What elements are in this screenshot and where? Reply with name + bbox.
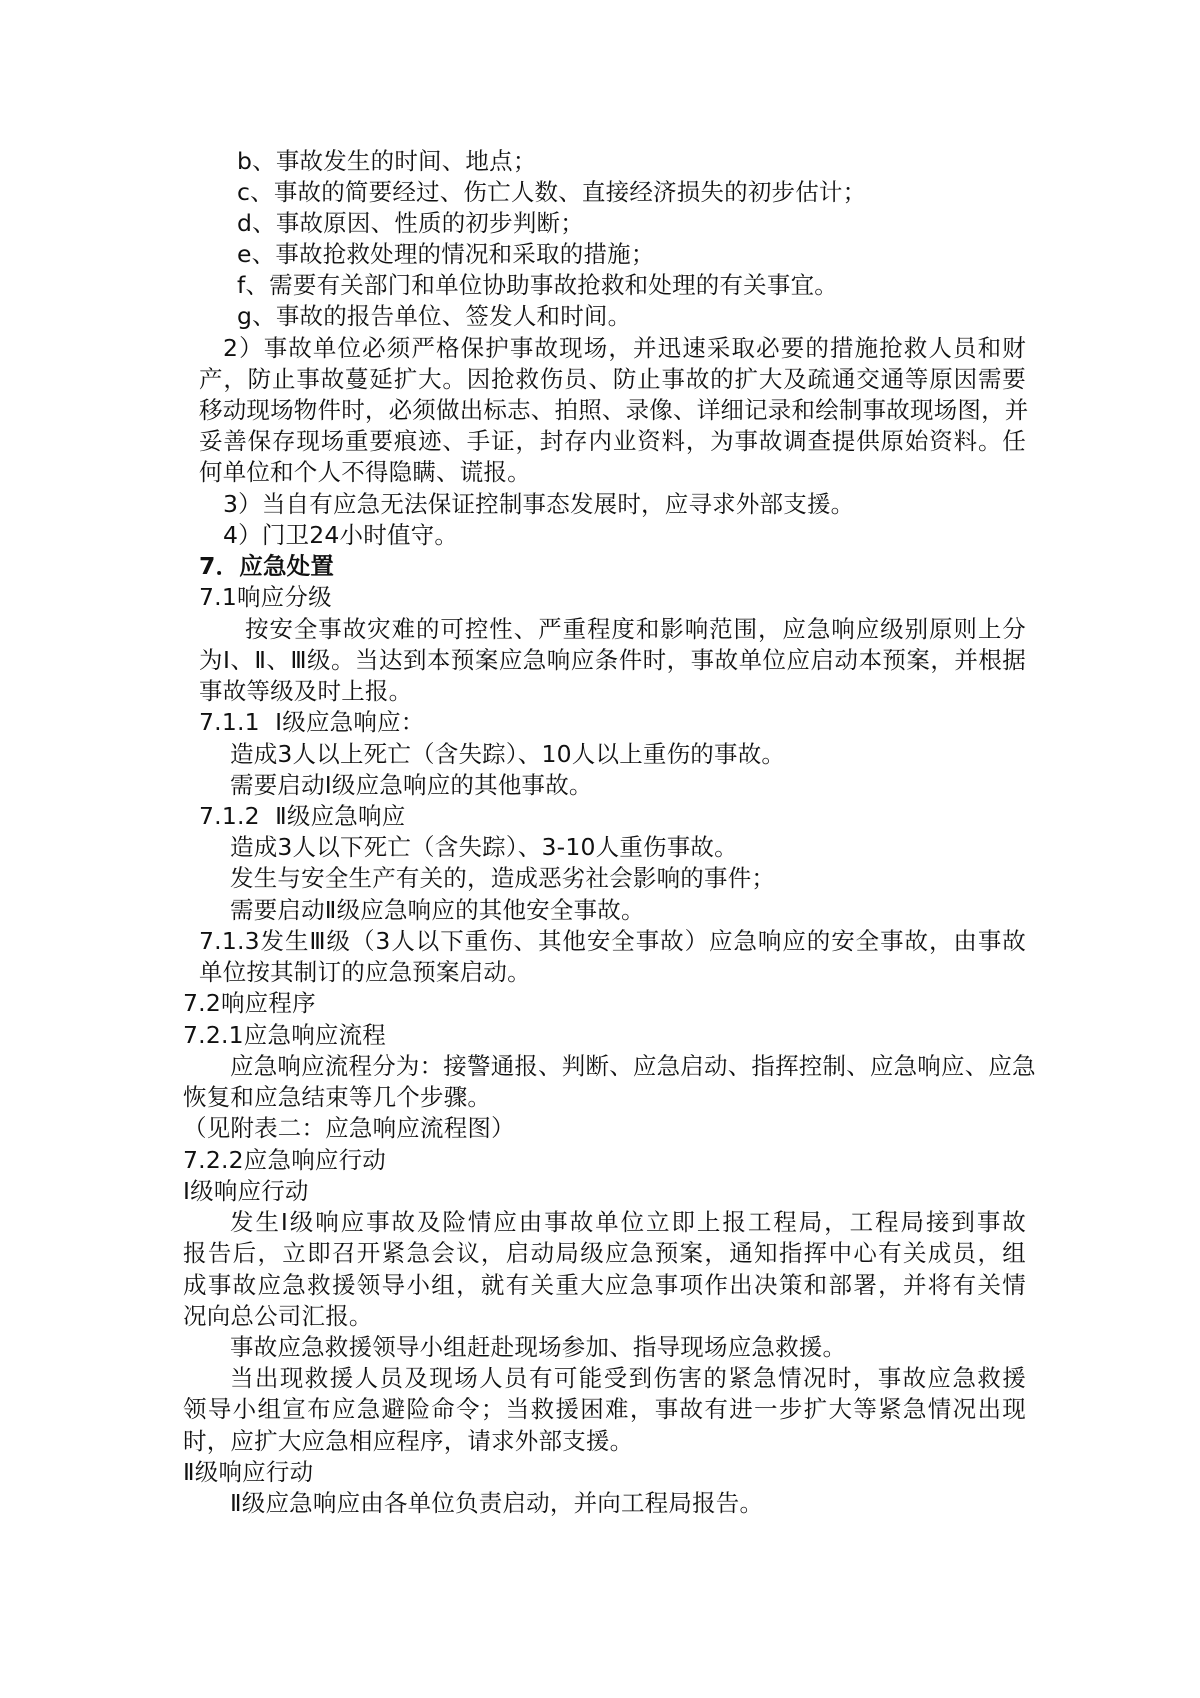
text-line: 应急响应流程分为：接警通报、判断、应急启动、指挥控制、应急响应、应急 <box>230 1052 1036 1080</box>
text-line: 发生与安全生产有关的，造成恶劣社会影响的事件； <box>230 864 776 892</box>
text-line: 造成3人以下死亡（含失踪）、3-10人重伤事故。 <box>230 833 738 861</box>
text-line: （见附表二：应急响应流程图） <box>183 1114 515 1142</box>
text-line: 恢复和应急结束等几个步骤。 <box>183 1083 492 1111</box>
subsection-heading: 7.2.2应急响应行动 <box>183 1146 386 1174</box>
subsection-heading: 7.1响应分级 <box>199 583 332 611</box>
section-heading: 7．应急处置 <box>199 552 335 580</box>
text-line: 当出现救援人员及现场人员有可能受到伤害的紧急情况时，事故应急救援 <box>230 1364 1026 1392</box>
text-line: 3）当自有应急无法保证控制事态发展时，应寻求外部支援。 <box>223 490 855 518</box>
text-line: 4）门卫24小时值守。 <box>223 521 459 549</box>
subsection-heading: 7.1.1 Ⅰ级应急响应： <box>199 708 425 736</box>
subsection-heading: 7.2响应程序 <box>183 989 316 1017</box>
subsection-heading: Ⅰ级响应行动 <box>183 1177 309 1205</box>
text-line: f、需要有关部门和单位协助事故抢救和处理的有关事宜。 <box>237 271 838 299</box>
text-line: d、事故原因、性质的初步判断； <box>237 209 584 237</box>
text-line: 移动现场物件时，必须做出标志、拍照、录像、详细记录和绘制事故现场图，并 <box>199 396 1029 424</box>
text-line: 事故应急救援领导小组赶赴现场参加、指导现场应急救援。 <box>230 1333 847 1361</box>
text-line: 报告后，立即召开紧急会议，启动局级应急预案，通知指挥中心有关成员，组 <box>183 1239 1026 1267</box>
text-line: b、事故发生的时间、地点； <box>237 147 537 175</box>
text-line: g、事故的报告单位、签发人和时间。 <box>237 302 632 330</box>
text-line: e、事故抢救处理的情况和采取的措施； <box>237 240 655 268</box>
text-line: 单位按其制订的应急预案启动。 <box>199 958 531 986</box>
text-line: 事故等级及时上报。 <box>199 677 413 705</box>
subsection-heading: 7.1.2 Ⅱ级应急响应 <box>199 802 406 830</box>
text-line: 造成3人以上死亡（含失踪）、10人以上重伤的事故。 <box>230 740 786 768</box>
text-line: 领导小组宣布应急避险命令；当救援困难，事故有进一步扩大等紧急情况出现 <box>183 1395 1026 1423</box>
text-line: 时，应扩大应急相应程序，请求外部支援。 <box>183 1427 634 1455</box>
text-line: 成事故应急救援领导小组，就有关重大应急事项作出决策和部署，并将有关情 <box>183 1271 1026 1299</box>
text-line: Ⅱ级应急响应由各单位负责启动，并向工程局报告。 <box>230 1489 764 1517</box>
text-line: 发生Ⅰ级响应事故及险情应由事故单位立即上报工程局，工程局接到事故 <box>230 1208 1026 1236</box>
text-line: 按安全事故灾难的可控性、严重程度和影响范围，应急响应级别原则上分 <box>245 615 1026 643</box>
text-line: 况向总公司汇报。 <box>183 1302 373 1330</box>
text-line: 何单位和个人不得隐瞒、谎报。 <box>199 458 531 486</box>
text-line: 为Ⅰ、Ⅱ、Ⅲ级。当达到本预案应急响应条件时，事故单位应启动本预案，并根据 <box>199 646 1026 674</box>
text-line: 需要启动Ⅱ级应急响应的其他安全事故。 <box>230 896 645 924</box>
text-line: 妥善保存现场重要痕迹、手证，封存内业资料，为事故调查提供原始资料。任 <box>199 427 1026 455</box>
subsection-heading: Ⅱ级响应行动 <box>183 1458 314 1486</box>
text-line: 产，防止事故蔓延扩大。因抢救伤员、防止事故的扩大及疏通交通等原因需要 <box>199 365 1026 393</box>
text-line: c、事故的简要经过、伤亡人数、直接经济损失的初步估计； <box>237 178 867 206</box>
subsection-heading: 7.2.1应急响应流程 <box>183 1021 386 1049</box>
text-line: 需要启动Ⅰ级应急响应的其他事故。 <box>230 771 593 799</box>
text-line: 2）事故单位必须严格保护事故现场，并迅速采取必要的措施抢救人员和财 <box>223 334 1026 362</box>
text-line: 7.1.3发生Ⅲ级（3人以下重伤、其他安全事故）应急响应的安全事故，由事故 <box>199 927 1026 955</box>
